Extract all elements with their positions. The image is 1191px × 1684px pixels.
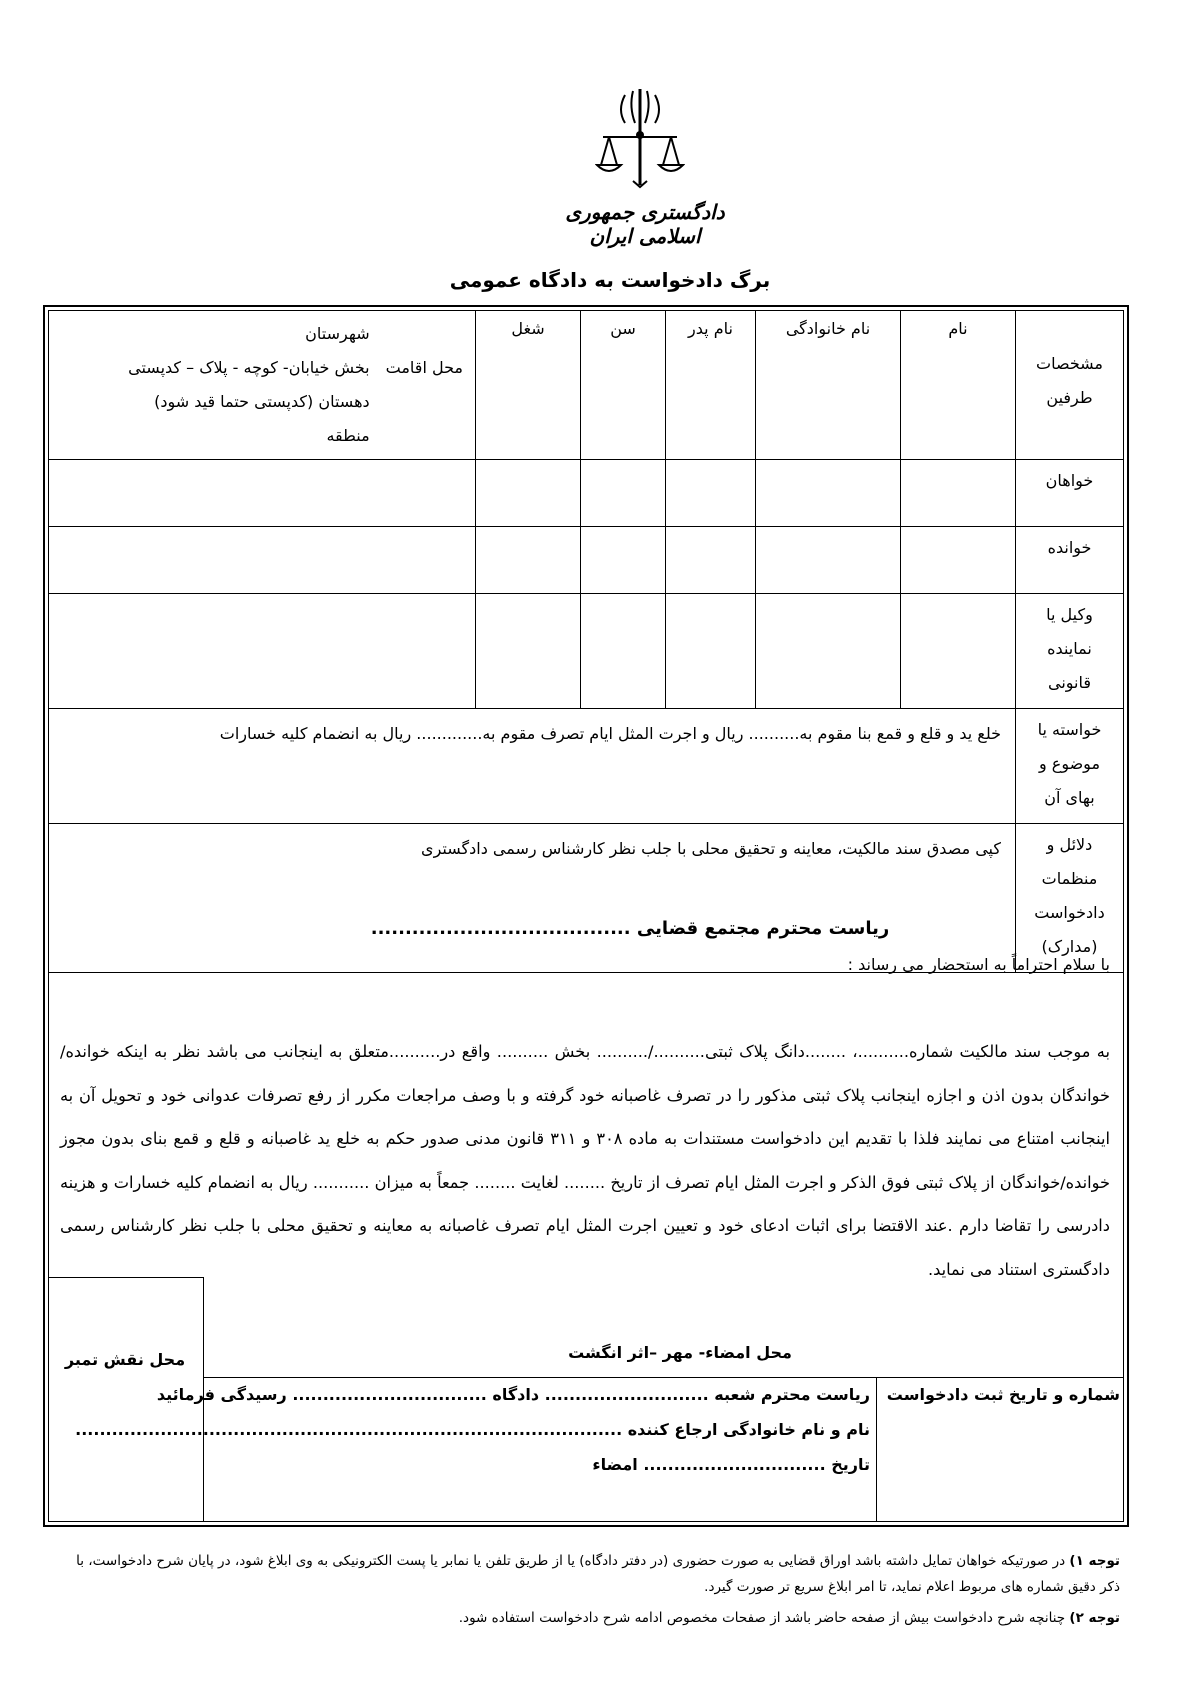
agent-first-name-cell[interactable]	[901, 594, 1016, 709]
table-row-claim	[49, 709, 1124, 824]
judiciary-emblem-icon	[595, 85, 685, 195]
defendant-occupation-cell[interactable]	[476, 527, 581, 594]
residence-detail-line: منطقه	[326, 426, 370, 445]
table-row-evidence	[49, 824, 1124, 973]
claim-text[interactable]: خلع ید و قلع و قمع بنا مقوم به.......... ریال و اجرت المثل ایام تصرف مقوم به............. ریال به انضمام کلیه خسارات	[49, 709, 1016, 824]
plaintiff-occupation-cell[interactable]	[476, 460, 581, 527]
table-header-row	[49, 311, 1124, 460]
table-row-defendant	[49, 527, 1124, 594]
column-father-name: نام پدر	[666, 311, 756, 460]
residence-detail-line: شهرستان	[305, 324, 370, 343]
note-1	[60, 1548, 1120, 1600]
plaintiff-last-name-cell[interactable]	[756, 460, 901, 527]
residence-details	[128, 317, 370, 453]
column-residence	[49, 311, 476, 460]
signature-divider	[204, 1377, 1124, 1378]
agent-age-cell[interactable]	[581, 594, 666, 709]
column-age: سن	[581, 311, 666, 460]
table-row-plaintiff	[49, 460, 1124, 527]
signature-place-label: محل امضاء- مهر –اثر انگشت	[568, 1343, 792, 1362]
referral-line-date-signature[interactable]: تاریخ .............................. امضاء	[592, 1455, 870, 1474]
agent-occupation-cell[interactable]	[476, 594, 581, 709]
referral-line-referrer[interactable]: نام و نام خانوادگی ارجاع کننده ..........................................................................................	[75, 1420, 870, 1439]
row-label-plaintiff: خواهان	[1016, 460, 1124, 527]
defendant-age-cell[interactable]	[581, 527, 666, 594]
note-2-label: توجه ۲)	[1069, 1610, 1120, 1626]
residence-detail-line: بخش خیابان- کوچه - پلاک – کدپستی	[128, 358, 370, 377]
column-party-spec: مشخصات طرفین	[1016, 311, 1124, 460]
row-label-claim: خواسته یا موضوع و بهای آن	[1016, 709, 1124, 824]
plaintiff-first-name-cell[interactable]	[901, 460, 1016, 527]
defendant-first-name-cell[interactable]	[901, 527, 1016, 594]
letter-greeting: با سلام احتراماً به استحضار می رساند :	[847, 955, 1110, 974]
plaintiff-father-name-cell[interactable]	[666, 460, 756, 527]
plaintiff-age-cell[interactable]	[581, 460, 666, 527]
letter-body[interactable]: به موجب سند مالکیت شماره..........، ........دانگ پلاک ثبتی........../.......... بخش .......... واقع در..........متعلق به اینجانب می باشد نظر به اینکه خوانده/خواندگان بدون اذن و اجازه اینجانب پلاک ثبتی مذکور را در تصرف غاصبانه خود گرفته و با وصف مراجعات مکرر از رفع تصرفات عدوانی خود و تحویل آن به اینجانب امتناع می نمایند فلذا با تقدیم این دادخواست مستندات به ماده ۳۰۸ و ۳۱۱ قانون مدنی صدور حکم به خلع ید غاصبانه و قلع و قمع بنای بدون مجوز خوانده/خواندگان از پلاک ثبتی فوق الذکر و اجرت المثل ایام تصرف از تاریخ ........ لغایت ........ جمعاً به میزان ........... ریال به انضمام کلیه خسارات و هزینه دادرسی را تقاضا دارم .عند الاقتضا برای اثبات ادعای خود و تعیین اجرت المثل ایام تصرف غاصبانه به معاینه و تحقیق محلی با جلب نظر کارشناس رسمی دادگستری استناد می نماید.	[60, 1042, 1110, 1279]
column-occupation: شغل	[476, 311, 581, 460]
note-1-label: توجه ۱)	[1069, 1553, 1120, 1569]
note-2-text: چنانچه شرح دادخواست بیش از صفحه حاضر باشد از صفحات مخصوص ادامه شرح دادخواست استفاده شود.	[458, 1610, 1070, 1626]
defendant-residence-cell[interactable]	[49, 527, 476, 594]
defendant-last-name-cell[interactable]	[756, 527, 901, 594]
referral-line-branch[interactable]: ریاست محترم شعبه ........................... دادگاه ................................ رسیدگی فرمائید	[156, 1385, 870, 1404]
note-1-text: در صورتیکه خواهان تمایل داشته باشد اوراق قضایی به صورت حضوری (در دفتر دادگاه) یا از طریق تلفن یا نمابر یا پست الکترونیکی به وی ابلاغ شود، در پایان شرح دادخواست، با ذکر دقیق شماره های مربوط اعلام نماید، تا امر ابلاغ سریع تر صورت گیرد.	[76, 1553, 1120, 1595]
judiciary-name: دادگستری جمهوری اسلامی ایران	[565, 200, 725, 248]
parties-table	[48, 310, 1124, 973]
form-title: برگ دادخواست به دادگاه عمومی	[449, 268, 771, 292]
note-2	[60, 1605, 1120, 1631]
table-row-agent	[49, 594, 1124, 709]
row-label-evidence: دلائل و منظمات دادخواست (مدارک)	[1016, 824, 1124, 973]
residence-detail-line: دهستان (کدپستی حتما قید شود)	[154, 392, 370, 411]
column-first-name: نام	[901, 311, 1016, 460]
registration-divider	[876, 1377, 877, 1522]
stamp-place-label: محل نقش تمبر	[64, 1350, 186, 1369]
residence-label: محل اقامت	[385, 358, 463, 377]
agent-residence-cell[interactable]	[49, 594, 476, 709]
column-last-name: نام خانوادگی	[756, 311, 901, 460]
evidence-text[interactable]: کپی مصدق سند مالکیت، معاینه و تحقیق محلی با جلب نظر کارشناس رسمی دادگستری	[49, 824, 1016, 973]
agent-father-name-cell[interactable]	[666, 594, 756, 709]
agent-last-name-cell[interactable]	[756, 594, 901, 709]
row-label-agent: وکیل یا نماینده قانونی	[1016, 594, 1124, 709]
row-label-defendant: خوانده	[1016, 527, 1124, 594]
plaintiff-residence-cell[interactable]	[49, 460, 476, 527]
letter-addressee: ریاست محترم مجتمع قضایی ......................................	[370, 918, 890, 939]
registration-label: شماره و تاریخ ثبت دادخواست	[886, 1385, 1120, 1404]
defendant-father-name-cell[interactable]	[666, 527, 756, 594]
